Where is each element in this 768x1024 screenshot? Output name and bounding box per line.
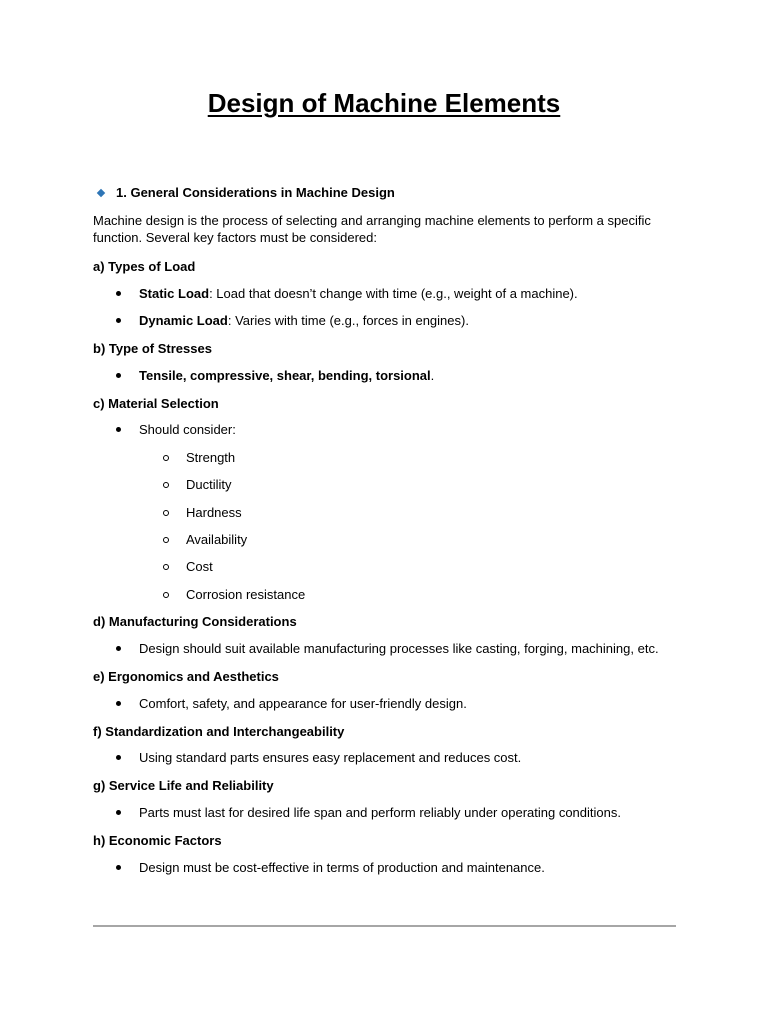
list-item-manufacturing: Design should suit available manufacturing processes like casting, forging, machining, etc. <box>139 641 659 656</box>
bullet-icon <box>116 701 121 706</box>
dynamic-load-term: Dynamic Load <box>139 313 228 328</box>
heading-types-of-load: a) Types of Load <box>93 259 196 274</box>
circle-bullet-icon <box>163 537 169 543</box>
heading-type-of-stresses: b) Type of Stresses <box>93 341 212 356</box>
section-heading-text: 1. General Considerations in Machine Design <box>116 185 395 200</box>
list-item-should-consider: Should consider: <box>139 422 236 437</box>
heading-manufacturing: d) Manufacturing Considerations <box>93 614 297 629</box>
list-item-ergonomics: Comfort, safety, and appearance for user-friendly design. <box>139 696 467 711</box>
list-item-standardization: Using standard parts ensures easy replacement and reduces cost. <box>139 750 522 765</box>
bullet-icon <box>116 373 121 378</box>
heading-economic-factors: h) Economic Factors <box>93 833 222 848</box>
bullet-icon <box>116 427 121 432</box>
static-load-text: : Load that doesn’t change with time (e.g., weight of a machine). <box>209 286 578 301</box>
page-title: Design of Machine Elements <box>207 88 561 118</box>
sublist-item: Strength <box>186 450 236 465</box>
section-heading <box>98 185 395 200</box>
circle-bullet-icon <box>163 482 169 488</box>
bullet-icon <box>116 810 121 815</box>
dynamic-load-text: : Varies with time (e.g., forces in engines). <box>227 313 469 328</box>
list-item-service-life: Parts must last for desired life span and perform reliably under operating conditions. <box>139 805 621 820</box>
circle-bullet-icon <box>163 510 169 516</box>
list-item-stresses <box>139 367 434 384</box>
list-item-dynamic-load <box>139 312 469 329</box>
bullet-icon <box>116 318 121 323</box>
heading-material-selection: c) Material Selection <box>93 396 219 411</box>
heading-standardization: f) Standardization and Interchangeability <box>93 724 345 739</box>
stresses-tail: . <box>430 368 435 383</box>
sublist-item: Availability <box>186 532 248 547</box>
bullet-icon <box>116 865 121 870</box>
bullet-icon <box>116 291 121 296</box>
stresses-text: Tensile, compressive, shear, bending, torsional <box>139 368 431 383</box>
static-load-term: Static Load <box>139 286 210 301</box>
circle-bullet-icon <box>163 592 169 598</box>
heading-service-life: g) Service Life and Reliability <box>93 778 274 793</box>
circle-bullet-icon <box>163 455 169 461</box>
diamond-bullet-icon <box>97 188 105 196</box>
bullet-icon <box>116 755 121 760</box>
sublist-item: Hardness <box>186 505 242 520</box>
circle-bullet-icon <box>163 564 169 570</box>
list-item-economic: Design must be cost-effective in terms of production and maintenance. <box>139 860 545 875</box>
bullet-icon <box>116 646 121 651</box>
intro-paragraph: Machine design is the process of selecting and arranging machine elements to perform a specific function. Several key factors must be considered: <box>93 213 651 245</box>
sublist-item: Ductility <box>186 477 232 492</box>
list-item-static-load <box>139 285 578 302</box>
sublist-item: Corrosion resistance <box>186 587 306 602</box>
horizontal-rule <box>93 925 676 927</box>
heading-ergonomics: e) Ergonomics and Aesthetics <box>93 669 279 684</box>
sublist-item: Cost <box>186 559 213 574</box>
